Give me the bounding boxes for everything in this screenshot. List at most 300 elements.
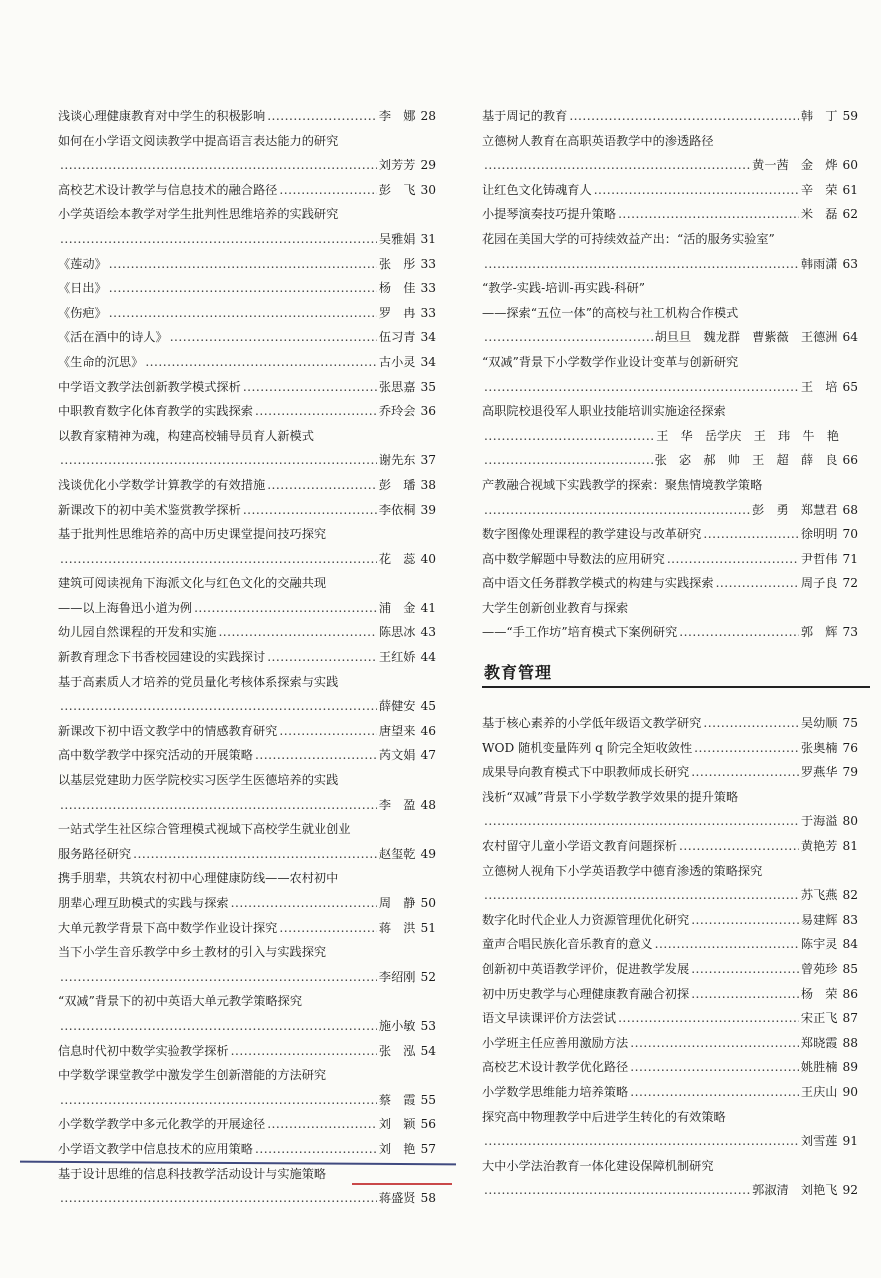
entry-title: 高校艺术设计教学优化路径 <box>482 1060 629 1075</box>
entry-title: 以基层党建助力医学院校实习医学生医德培养的实践 <box>58 773 339 788</box>
entry-author: 米 磊 <box>800 207 838 222</box>
entry-page-number: 86 <box>842 986 858 1001</box>
entry-title: 大学生创新创业教育与探索 <box>482 600 629 615</box>
entry-page-number: 66 <box>842 453 858 468</box>
toc-entry-line <box>58 645 436 670</box>
toc-entry-line <box>58 202 436 227</box>
entry-title: 立德树人教育在高职英语教学中的渗透路径 <box>482 133 714 148</box>
entry-title: 中学数学课堂教学中激发学生创新潜能的方法研究 <box>58 1068 327 1083</box>
entry-title: 大单元教学背景下高中数学作业设计探究 <box>58 920 278 935</box>
entry-page-number: 34 <box>420 330 436 345</box>
entry-title: 浅谈优化小学数学计算教学的有效措施 <box>58 477 266 492</box>
dot-leader <box>145 350 377 375</box>
entry-author: 浦 金 <box>378 600 416 615</box>
toc-entry-line <box>58 375 436 400</box>
toc-entry-line <box>58 276 436 301</box>
dot-leader <box>109 252 377 277</box>
entry-title: 中职教育数字化体育教学的实践探索 <box>58 404 253 419</box>
entry-page-number: 81 <box>842 838 858 853</box>
entry-page-number: 70 <box>842 527 858 542</box>
entry-page-number: 60 <box>842 158 858 173</box>
dot-leader <box>594 178 799 203</box>
entry-page-number: 34 <box>420 354 436 369</box>
entry-page-number: 38 <box>420 477 436 492</box>
entry-title: 小提琴演奏技巧提升策略 <box>482 207 617 222</box>
entry-title: 童声合唱民族化音乐教育的意义 <box>482 937 653 952</box>
dot-leader <box>484 1178 750 1203</box>
entry-author: 刘雪莲 <box>800 1134 838 1149</box>
toc-entry-line <box>58 325 436 350</box>
entry-title: 小学英语绘本教学对学生批判性思维培养的实践研究 <box>58 207 339 222</box>
entry-page-number: 92 <box>842 1183 858 1198</box>
entry-author: 古小灵 <box>378 354 416 369</box>
entry-title: 让红色文化铸魂育人 <box>482 182 592 197</box>
dot-leader <box>267 645 377 670</box>
toc-entry-line <box>58 719 436 744</box>
entry-author: 姚胜楠 <box>800 1060 838 1075</box>
toc-entry-line <box>58 473 436 498</box>
toc-entry-line <box>482 760 858 785</box>
entry-page-number: 36 <box>420 404 436 419</box>
toc-entry-line <box>482 276 858 301</box>
toc-entry-line <box>58 940 436 965</box>
toc-entry-line <box>482 1031 858 1056</box>
entry-author: 李 盈 <box>378 797 416 812</box>
dot-leader <box>484 375 799 400</box>
entry-title: 《活在酒中的诗人》 <box>58 330 168 345</box>
entry-author: 于海溢 <box>800 814 838 829</box>
entry-title: “教学-实践-培训-再实践-科研” <box>482 281 645 296</box>
entry-title: ——探索“五位一体”的高校与社工机构合作模式 <box>482 305 739 320</box>
entry-page-number: 53 <box>420 1018 436 1033</box>
entry-author: 赵玺乾 <box>378 846 416 861</box>
entry-author: 胡旦旦 魏龙群 曹紫薇 王德洲 <box>654 330 838 345</box>
entry-page-number: 72 <box>842 576 858 591</box>
dot-leader <box>667 547 799 572</box>
entry-author: 周子良 <box>800 576 838 591</box>
toc-entry-line <box>58 768 436 793</box>
entry-title: 以教育家精神为魂，构建高校辅导员育人新模式 <box>58 428 314 443</box>
toc-entry-line <box>482 1129 858 1154</box>
dot-leader <box>655 932 799 957</box>
entry-author: 郑晓霞 <box>800 1035 838 1050</box>
toc-entry-line <box>58 1186 436 1211</box>
entry-title: 农村留守儿童小学语文教育问题探析 <box>482 838 677 853</box>
dot-leader <box>279 719 377 744</box>
toc-entry-line <box>482 498 858 523</box>
toc-entry-line <box>58 989 436 1014</box>
toc-section-entries <box>482 711 858 1203</box>
dot-leader <box>60 1014 377 1039</box>
entry-author: 李绍刚 <box>378 969 416 984</box>
dot-leader <box>243 375 377 400</box>
toc-entry-line <box>482 1178 858 1203</box>
dot-leader <box>618 202 799 227</box>
entry-title: 初中历史教学与心理健康教育融合初探 <box>482 986 690 1001</box>
entry-author: 吴幼顺 <box>800 716 838 730</box>
entry-title: 信息时代初中数学实验教学探析 <box>58 1043 229 1058</box>
toc-entry-line <box>482 227 858 252</box>
entry-page-number: 83 <box>842 912 858 927</box>
dot-leader <box>279 178 377 203</box>
entry-title: 基于批判性思维培养的高中历史课堂提问技巧探究 <box>58 527 327 542</box>
entry-title: 中学语文教学法创新教学模式探析 <box>58 379 241 394</box>
section-title: 教育管理 <box>484 663 553 682</box>
entry-author: 张思嘉 <box>378 379 416 394</box>
dot-leader <box>691 957 799 982</box>
entry-page-number: 59 <box>842 109 858 123</box>
entry-author: 杨 佳 <box>378 281 416 296</box>
entry-title: 建筑可阅读视角下海派文化与红色文化的交融共现 <box>58 576 327 591</box>
entry-page-number: 46 <box>420 723 436 738</box>
dot-leader <box>679 834 799 859</box>
entry-author: 唐望来 <box>378 723 416 738</box>
entry-author: 黄一茜 金 烨 <box>752 158 838 173</box>
entry-title: 一站式学生社区综合管理模式视域下高校学生就业创业 <box>58 822 351 837</box>
toc-entry-line <box>58 448 436 473</box>
toc-entry-line <box>58 498 436 523</box>
entry-title: 小学数学思维能力培养策略 <box>482 1084 629 1099</box>
entry-author: 王红娇 <box>378 650 416 665</box>
entry-page-number: 68 <box>842 502 858 517</box>
toc-entry-line <box>58 227 436 252</box>
dot-leader <box>133 842 377 867</box>
dot-leader <box>630 1080 799 1105</box>
toc-entry-line <box>58 178 436 203</box>
entry-author: 吴雅娟 <box>378 231 416 246</box>
dot-leader <box>60 547 377 572</box>
entry-author: 刘 颖 <box>378 1117 416 1132</box>
entry-page-number: 37 <box>420 453 436 468</box>
entry-title: 语文早读课评价方法尝试 <box>482 1011 617 1026</box>
toc-entry-line <box>482 834 858 859</box>
entry-page-number: 52 <box>420 969 436 984</box>
entry-author: 尹哲伟 <box>800 551 838 566</box>
dot-leader <box>484 498 750 523</box>
dot-leader <box>60 153 377 178</box>
toc-entry-line <box>58 350 436 375</box>
dot-leader <box>60 1088 377 1113</box>
entry-author: 李 娜 <box>378 109 416 123</box>
entry-author: 薛健安 <box>378 699 416 714</box>
toc-entry-line <box>482 1080 858 1105</box>
dot-leader <box>109 276 377 301</box>
toc-entry-line <box>58 965 436 990</box>
entry-page-number: 62 <box>842 207 858 222</box>
entry-page-number: 80 <box>842 814 858 829</box>
entry-title: 小学班主任应善用激励方法 <box>482 1035 629 1050</box>
entry-page-number: 90 <box>842 1084 858 1099</box>
entry-page-number: 48 <box>420 797 436 812</box>
toc-entry-line <box>482 252 858 277</box>
entry-author: 曾苑珍 <box>800 961 838 976</box>
section-divider <box>482 686 870 688</box>
section-header <box>482 662 870 688</box>
toc-entry-line <box>58 1088 436 1113</box>
toc-entry-line <box>58 866 436 891</box>
dot-leader <box>703 711 799 736</box>
dot-leader <box>691 760 799 785</box>
dot-leader <box>218 620 376 645</box>
dot-leader <box>60 448 377 473</box>
toc-entry-line <box>58 547 436 572</box>
dot-leader <box>618 1006 799 1031</box>
dot-leader <box>267 104 377 129</box>
entry-title: 大中小学法治教育一体化建设保障机制研究 <box>482 1158 714 1173</box>
toc-entry-line <box>58 522 436 547</box>
entry-title: 浅谈心理健康教育对中学生的积极影响 <box>58 109 266 123</box>
entry-title: 基于周记的教育 <box>482 109 568 123</box>
toc-entry-line <box>58 793 436 818</box>
entry-page-number: 76 <box>842 740 858 755</box>
entry-title: 创新初中英语教学评价，促进教学发展 <box>482 961 690 976</box>
dot-leader <box>484 252 799 277</box>
entry-title: 产教融合视域下实践教学的探索：聚焦情境教学策略 <box>482 477 763 492</box>
toc-entry-line <box>58 104 436 129</box>
dot-leader <box>194 596 377 621</box>
toc-entry-line <box>58 1137 436 1162</box>
entry-author: 刘 艳 <box>378 1141 416 1156</box>
entry-author: 易建辉 <box>800 912 838 927</box>
entry-author: 苏飞燕 <box>800 888 838 903</box>
entry-page-number: 45 <box>420 699 436 714</box>
entry-author: 谢先东 <box>378 453 416 468</box>
entry-title: 数字化时代企业人力资源管理优化研究 <box>482 912 690 927</box>
dot-leader <box>243 498 377 523</box>
toc-entry-line <box>58 670 436 695</box>
entry-title: WOD 随机变量阵列 q 阶完全矩收敛性 <box>482 740 693 755</box>
dot-leader <box>484 1129 799 1154</box>
entry-author: 杨 荣 <box>800 986 838 1001</box>
dot-leader <box>703 522 799 547</box>
entry-page-number: 40 <box>420 551 436 566</box>
entry-page-number: 82 <box>842 888 858 903</box>
toc-entry-line <box>482 424 858 449</box>
toc-entry-line <box>58 620 436 645</box>
toc-entry-line <box>482 178 858 203</box>
entry-title: 浅析“双减”背景下小学数学教学效果的提升策略 <box>482 789 739 804</box>
toc-entry-line <box>482 375 858 400</box>
entry-author: 郭淑清 刘艳飞 <box>752 1183 838 1198</box>
toc-entry-line <box>482 350 858 375</box>
toc-entry-line <box>482 957 858 982</box>
entry-title: 高职院校退役军人职业技能培训实施途径探索 <box>482 404 726 419</box>
toc-entry-line <box>58 596 436 621</box>
toc-entry-line <box>482 1154 858 1179</box>
entry-author: 徐明明 <box>800 527 838 542</box>
entry-page-number: 35 <box>420 379 436 394</box>
entry-page-number: 58 <box>420 1191 436 1206</box>
entry-author: 花 蕊 <box>378 551 416 566</box>
toc-entry-line <box>482 1105 858 1130</box>
entry-title: “双减”背景下的初中英语大单元教学策略探究 <box>58 994 303 1009</box>
toc-entry-line <box>482 620 858 645</box>
entry-page-number: 84 <box>842 937 858 952</box>
entry-title: 小学语文教学中信息技术的应用策略 <box>58 1141 253 1156</box>
toc-entry-line <box>482 785 858 810</box>
entry-page-number: 33 <box>420 256 436 271</box>
entry-page-number: 56 <box>420 1117 436 1132</box>
entry-page-number: 85 <box>842 961 858 976</box>
entry-author: 辛 荣 <box>800 182 838 197</box>
toc-entry-line <box>58 424 436 449</box>
entry-title: “双减”背景下小学数学作业设计变革与创新研究 <box>482 354 739 369</box>
toc-entry-line <box>482 908 858 933</box>
entry-author: 蒋盛贤 <box>378 1191 416 1206</box>
toc-entry-line <box>58 1014 436 1039</box>
entry-author: 蒋 洪 <box>378 920 416 935</box>
dot-leader <box>691 908 799 933</box>
entry-author: 黄艳芳 <box>800 838 838 853</box>
entry-page-number: 43 <box>420 625 436 640</box>
toc-entry-line <box>482 547 858 572</box>
toc-entry-line <box>482 399 858 424</box>
entry-title: 成果导向教育模式下中职教师成长研究 <box>482 765 690 780</box>
dot-leader <box>60 694 377 719</box>
entry-page-number: 29 <box>420 158 436 173</box>
dot-leader <box>255 399 377 424</box>
entry-page-number: 79 <box>842 765 858 780</box>
entry-author: 王庆山 <box>800 1084 838 1099</box>
entry-page-number: 91 <box>842 1134 858 1149</box>
toc-left-column <box>58 104 436 1211</box>
entry-title: 数字图像处理课程的教学建设与改革研究 <box>482 527 702 542</box>
entry-author: 刘芳芳 <box>378 158 416 173</box>
toc-entry-line <box>58 817 436 842</box>
toc-entry-line <box>482 153 858 178</box>
entry-page-number: 33 <box>420 305 436 320</box>
toc-entry-line <box>482 473 858 498</box>
dot-leader <box>60 793 377 818</box>
entry-title: 《日出》 <box>58 281 107 296</box>
dot-leader <box>484 883 799 908</box>
entry-title: 《莲动》 <box>58 256 107 271</box>
entry-author: 罗 冉 <box>378 305 416 320</box>
toc-entry-line <box>58 842 436 867</box>
dot-leader <box>484 809 799 834</box>
entry-page-number: 89 <box>842 1060 858 1075</box>
toc-entry-line <box>482 571 858 596</box>
entry-title: ——“手工作坊”培育模式下案例研究 <box>482 625 678 640</box>
entry-author: 陈思冰 <box>378 625 416 640</box>
entry-author: 郭 辉 <box>800 625 838 640</box>
entry-title: 高中数学教学中探究活动的开展策略 <box>58 748 253 763</box>
entry-author: 韩雨潇 <box>800 256 838 271</box>
entry-title: 《生命的沉思》 <box>58 354 144 369</box>
entry-author: 李依桐 <box>378 502 416 517</box>
dot-leader <box>569 104 799 129</box>
entry-page-number: 88 <box>842 1035 858 1050</box>
dot-leader <box>170 325 377 350</box>
toc-entry-line <box>482 736 858 761</box>
toc-entry-line <box>58 1063 436 1088</box>
entry-title: 基于核心素养的小学低年级语文教学研究 <box>482 716 702 730</box>
dot-leader <box>630 1031 799 1056</box>
dot-leader <box>691 982 799 1007</box>
dot-leader <box>231 891 377 916</box>
toc-entry-line <box>58 153 436 178</box>
entry-page-number: 49 <box>420 846 436 861</box>
entry-author: 蔡 霞 <box>378 1092 416 1107</box>
entry-author: 罗燕华 <box>800 765 838 780</box>
entry-author: 张 宓 郝 帅 王 超 薛 良 <box>654 453 838 468</box>
entry-title: 探究高中物理教学中后进学生转化的有效策略 <box>482 1109 726 1124</box>
entry-title: 基于设计思维的信息科技教学活动设计与实施策略 <box>58 1166 327 1181</box>
dot-leader <box>630 1055 799 1080</box>
toc-right-column <box>482 104 858 645</box>
entry-title: 携手朋辈，共筑农村初中心理健康防线——农村初中 <box>58 871 339 886</box>
entry-title: 新课改下初中语文教学中的情感教育研究 <box>58 723 278 738</box>
entry-page-number: 54 <box>420 1043 436 1058</box>
toc-entry-line <box>482 809 858 834</box>
entry-title: 新课改下的初中美术鉴赏教学探析 <box>58 502 241 517</box>
dot-leader <box>484 448 653 473</box>
entry-title: 如何在小学语文阅读教学中提高语言表达能力的研究 <box>58 133 339 148</box>
entry-page-number: 44 <box>420 650 436 665</box>
dot-leader <box>255 743 377 768</box>
entry-page-number: 65 <box>842 379 858 394</box>
entry-title: 当下小学生音乐教学中乡土教材的引入与实践探究 <box>58 945 327 960</box>
dot-leader <box>484 153 750 178</box>
toc-entry-line <box>58 301 436 326</box>
dot-leader <box>679 620 799 645</box>
dot-leader <box>60 965 377 990</box>
entry-title: 高校艺术设计教学与信息技术的融合路径 <box>58 182 278 197</box>
entry-title: 朋辈心理互助模式的实践与探索 <box>58 896 229 910</box>
toc-entry-line <box>482 301 858 326</box>
entry-author: 王 华 岳学庆 王 玮 牛 艳 <box>656 428 839 443</box>
entry-page-number: 55 <box>420 1092 436 1107</box>
dot-leader <box>267 1112 377 1137</box>
entry-author: 张 泓 <box>378 1043 416 1058</box>
entry-page-number: 87 <box>842 1011 858 1026</box>
entry-author: 王 培 <box>800 379 838 394</box>
entry-title: 小学数学教学中多元化教学的开展途径 <box>58 1117 266 1132</box>
toc-entry-line <box>482 129 858 154</box>
entry-page-number: 57 <box>420 1141 436 1156</box>
dot-leader <box>484 424 654 449</box>
dot-leader <box>484 325 653 350</box>
toc-entry-line <box>482 932 858 957</box>
toc-entry-line <box>482 859 858 884</box>
dot-leader <box>60 227 377 252</box>
toc-entry-line <box>482 1055 858 1080</box>
toc-entry-line <box>58 129 436 154</box>
toc-entry-line <box>58 252 436 277</box>
toc-entry-line <box>482 596 858 621</box>
entry-author: 彭 飞 <box>378 182 416 197</box>
entry-page-number: 63 <box>842 256 858 271</box>
entry-title: 《伤疤》 <box>58 305 107 320</box>
toc-entry-line <box>58 916 436 941</box>
entry-title: 高中数学解题中导数法的应用研究 <box>482 551 665 566</box>
dot-leader <box>694 736 799 761</box>
entry-page-number: 71 <box>842 551 858 566</box>
entry-page-number: 64 <box>842 330 858 345</box>
entry-title: 花园在美国大学的可持续效益产出：“活的服务实验室” <box>482 231 775 246</box>
entry-page-number: 30 <box>420 182 436 197</box>
entry-author: 彭 璠 <box>378 477 416 492</box>
entry-author: 张 彤 <box>378 256 416 271</box>
entry-page-number: 28 <box>420 109 436 123</box>
toc-entry-line <box>58 1039 436 1064</box>
entry-title: 立德树人视角下小学英语教学中德育渗透的策略探究 <box>482 863 763 878</box>
toc-entry-line <box>482 883 858 908</box>
entry-page-number: 50 <box>420 896 436 910</box>
toc-entry-line <box>58 1112 436 1137</box>
toc-entry-line <box>58 694 436 719</box>
entry-page-number: 33 <box>420 281 436 296</box>
